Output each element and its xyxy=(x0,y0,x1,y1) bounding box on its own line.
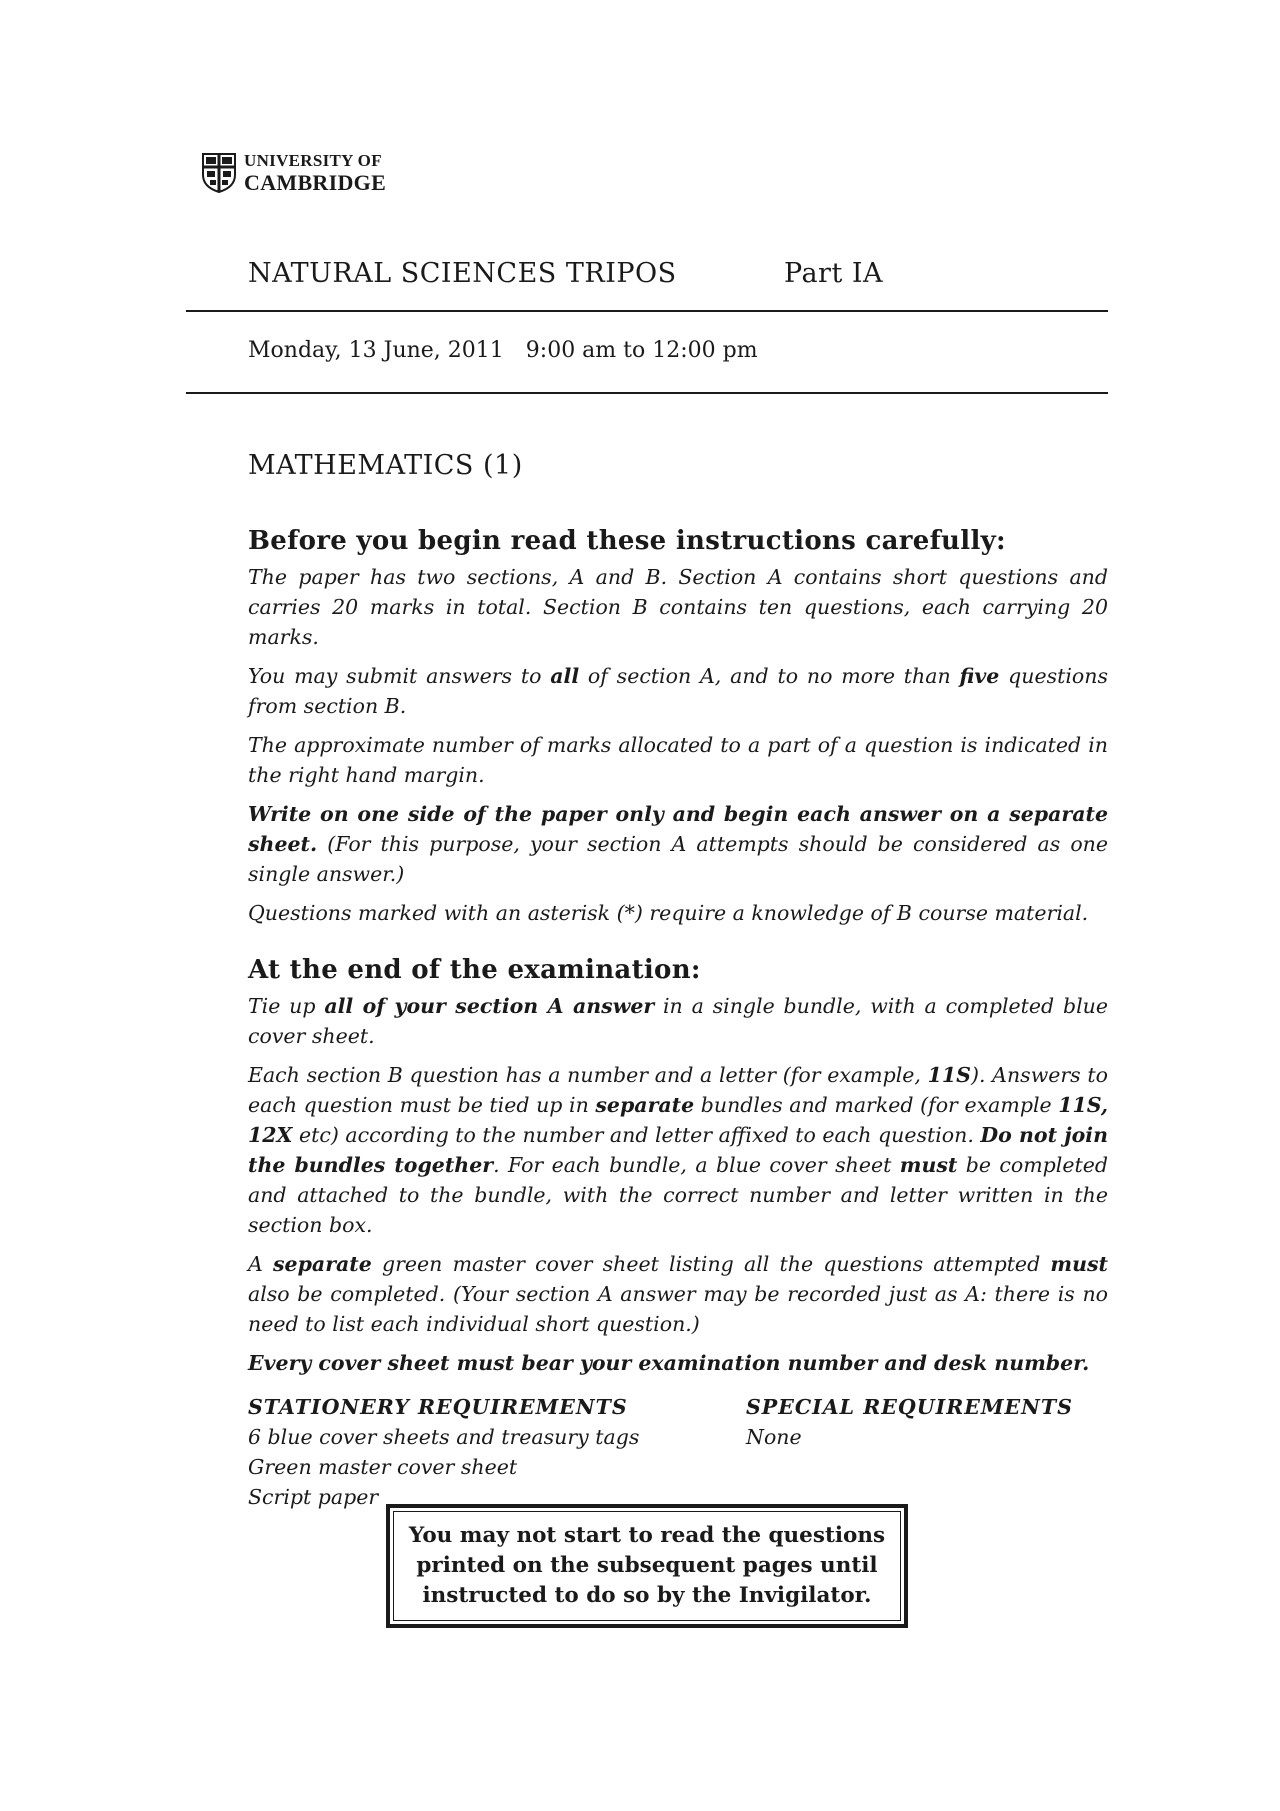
end-paragraph: A separate green master cover sheet listing all the questions attempted must also be completed. (Your section A answer may be recorded just as A: there is no need to list each individual short question.) xyxy=(248,1252,1108,1336)
instruction-paragraph: You may submit answers to all of section A, and to no more than five questions from section B. xyxy=(248,664,1108,718)
divider-top xyxy=(186,310,1108,312)
special-requirements xyxy=(746,1392,1073,1512)
logo-line-2: CAMBRIDGE xyxy=(244,170,387,195)
invigilator-notice-box xyxy=(386,1504,908,1628)
instructions-content xyxy=(248,526,1108,1512)
end-paragraph: Tie up all of your section A answer in a single bundle, with a completed blue cover sheet. xyxy=(248,994,1108,1048)
instruction-paragraph: Write on one side of the paper only and begin each answer on a separate sheet. (For this purpose, your section A attempts should be considered as one single answer.) xyxy=(248,802,1108,886)
notice-line: printed on the subsequent pages until xyxy=(416,1553,878,1578)
exam-time: 9:00 am to 12:00 pm xyxy=(525,338,758,363)
notice-line: You may not start to read the questions xyxy=(408,1523,886,1548)
instructions-heading: Before you begin read these instructions carefully: xyxy=(248,526,1006,556)
end-heading: At the end of the examination: xyxy=(248,955,701,985)
instruction-paragraph: The approximate number of marks allocated to a part of a question is indicated in the right hand margin. xyxy=(248,733,1108,787)
exam-date-row xyxy=(248,338,758,363)
cambridge-crest-icon xyxy=(202,153,236,193)
exam-part: Part IA xyxy=(784,258,884,289)
special-heading: SPECIAL REQUIREMENTS xyxy=(746,1395,1073,1419)
subject-title: MATHEMATICS (1) xyxy=(248,450,523,481)
exam-date: Monday, 13 June, 2011 xyxy=(248,338,504,363)
instruction-paragraph: Questions marked with an asterisk (*) require a knowledge of B course material. xyxy=(248,901,1089,925)
university-logo xyxy=(202,150,386,194)
stationery-heading: STATIONERY REQUIREMENTS xyxy=(248,1395,628,1419)
special-item: None xyxy=(746,1425,802,1449)
exam-title xyxy=(248,258,884,289)
end-paragraph: Each section B question has a number and a letter (for example, 11S). Answers to each question must be tied up in separate bundles and marked (for example 11S, 12X etc) according to the number and letter affixed to each question. Do not join the bundles together. For each bundle, a blue cover sheet must be completed and attached to the bundle, with the correct number and letter written in the section box. xyxy=(248,1063,1108,1237)
stationery-item: Script paper xyxy=(248,1485,379,1509)
tripos-name: NATURAL SCIENCES TRIPOS xyxy=(248,258,677,289)
instruction-paragraph: The paper has two sections, A and B. Section A contains short questions and carries 20 marks in total. Section B contains ten questions, each carrying 20 marks. xyxy=(248,565,1108,649)
requirements xyxy=(248,1392,1108,1512)
divider-bottom xyxy=(186,392,1108,394)
end-paragraph: Every cover sheet must bear your examination number and desk number. xyxy=(248,1351,1090,1375)
notice-line: instructed to do so by the Invigilator. xyxy=(422,1583,872,1608)
stationery-item: 6 blue cover sheets and treasury tags xyxy=(248,1425,640,1449)
stationery-requirements xyxy=(248,1392,746,1512)
stationery-item: Green master cover sheet xyxy=(248,1455,518,1479)
logo-line-1: UNIVERSITY OF xyxy=(244,151,382,170)
